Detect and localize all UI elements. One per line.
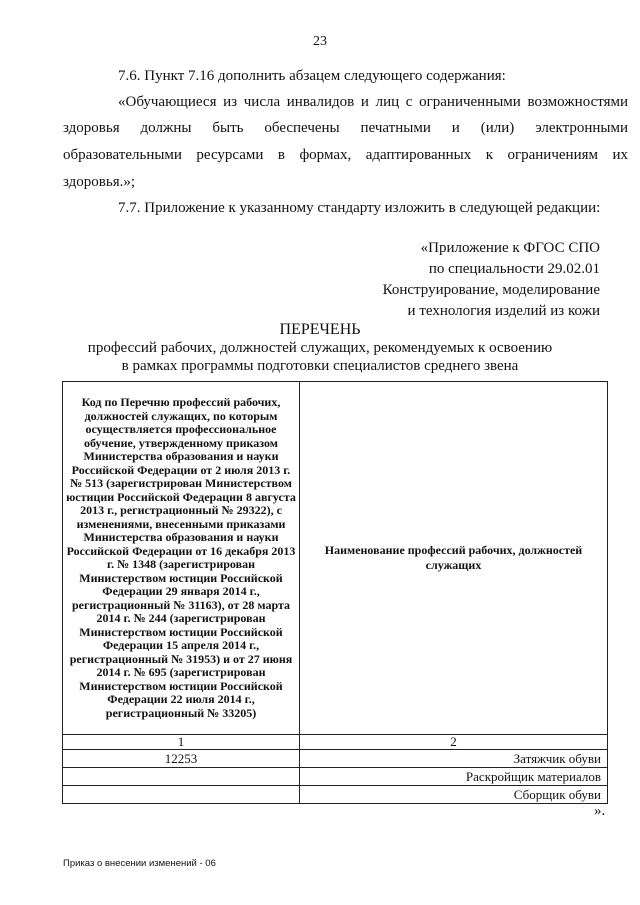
- list-subtitle-2: в рамках программы подготовки специалистов среднего звена: [121, 358, 519, 374]
- column-number-2: 2: [300, 735, 608, 750]
- column-number-row: [63, 735, 608, 750]
- list-title: ПЕРЕЧЕНЬ: [279, 321, 361, 338]
- profession-code: [63, 768, 300, 786]
- list-subtitle-1: профессий рабочих, должностей служащих, рекомендуемых к освоению: [87, 340, 553, 356]
- profession-name: Сборщик обуви: [300, 786, 608, 804]
- paragraph-7-6: 7.6. Пункт 7.16 дополнить абзацем следующего содержания:: [118, 68, 506, 84]
- page-number: 23: [313, 34, 327, 49]
- profession-code: 12253: [63, 750, 300, 768]
- quote-line-1: «Обучающиеся из числа инвалидов и лиц с ограниченными возможностями: [118, 94, 628, 110]
- profession-code: [63, 786, 300, 804]
- paragraph-7-7: 7.7. Приложение к указанному стандарту изложить в следующей редакции:: [118, 200, 601, 216]
- appendix-caption: [383, 238, 600, 322]
- appendix-line-4: и технология изделий из кожи: [407, 303, 600, 319]
- table-row: [63, 768, 608, 786]
- appendix-line-2: по специальности 29.02.01: [428, 261, 600, 277]
- professions-table: [62, 381, 608, 804]
- footer-note: Приказ о внесении изменений - 06: [63, 858, 216, 869]
- appendix-line-1: «Приложение к ФГОС СПО: [420, 240, 600, 256]
- column-number-1: 1: [63, 735, 300, 750]
- profession-name: Затяжчик обуви: [300, 750, 608, 768]
- profession-name: Раскройщик материалов: [300, 768, 608, 786]
- column-header-code: Код по Перечню профессий рабочих, должностей служащих, по которым осуществляется профессиональное обучение, утвержденному приказом Министерства образования и науки Российской Федерации от 2 июля 2013 г. № 513 (зарегистрирован Министерством юстиции Российской Федерации 8 августа 2013 г., регистрационный № 29322), с изменениями, внесенными приказами Министерства образования и науки Российской Федерации от 16 декабря 2013 г. № 1348 (зарегистрирован Министерством юстиции Российской Федерации 29 января 2014 г., регистрационный № 31163), от 28 марта 2014 г. № 244 (зарегистрирован Министерством юстиции Российской Федерации 15 апреля 2014 г., регистрационный № 31953) и от 27 июня 2014 г. № 695 (зарегистрирован Министерством юстиции Российской Федерации 22 июля 2014 г., регистрационный № 33205): [63, 382, 300, 735]
- column-header-name: Наименование профессий рабочих, должностей служащих: [300, 382, 608, 735]
- table-row: [63, 750, 608, 768]
- table-header-row: [63, 382, 608, 735]
- quote-line-4: здоровья.»;: [63, 174, 136, 190]
- quote-line-3: образовательными ресурсами в формах, адаптированных к ограничениям их: [63, 147, 628, 163]
- quote-line-2: здоровья должны быть обеспечены печатными и (или) электронными: [63, 120, 628, 136]
- closing-quote-mark: ».: [594, 803, 606, 819]
- table-row: [63, 786, 608, 804]
- appendix-line-3: Конструирование, моделирование: [382, 282, 600, 298]
